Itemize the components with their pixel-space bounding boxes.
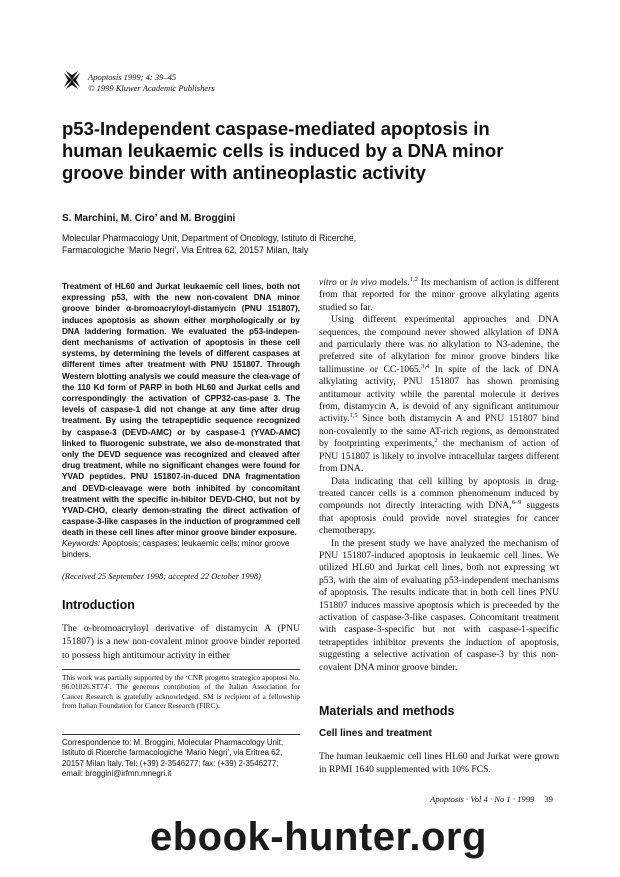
funding-footnote: This work was partially supported by the ‘CNR progetto strategico apoptosi No. 96.01026.ST74’. The generous contribution of the Italian Association for Cancer Research is gratefully acknowledged. SM is recipient of a fellowship from Italian Foundation for Cancer Research (FIRC).: [62, 673, 300, 711]
citation-ref: 3,4: [421, 362, 430, 370]
keywords-list: Apoptosis; caspases; leukaemic cells; minor groove binders.: [62, 539, 290, 560]
body-text: suggests that apoptosis could provide novel strategies for cancer chemotherapy.: [319, 500, 559, 537]
body-text: Since both distamycin A and PNU 151807 bind non-covalently to the same AT-rich regions, as demonstrated by footprinting experiments,: [319, 413, 559, 450]
subsection-heading-cell-lines: Cell lines and treatment: [319, 728, 432, 739]
affiliation-line: Farmacologiche ‘Mario Negri’, Via Eritrea 62, 20157 Milan, Italy: [62, 245, 309, 255]
body-paragraph: [319, 277, 559, 314]
body-text: In spite of the lack of DNA alkylating activity, PNU 151807 has shown promising antitumour activity while the parental molecule it derives from, distamycin A, is devoid of any significant antitumour activity.: [319, 363, 559, 425]
citation-ref: 2: [434, 437, 438, 445]
body-paragraph: [319, 476, 559, 538]
section-heading-introduction: Introduction: [62, 598, 135, 612]
journal-citation: Apoptosis 1999; 4: 39–45: [88, 72, 177, 82]
body-text: Its mechanism of action is different from that reported for the minor groove alkylating agents studied so far.: [319, 277, 559, 313]
publisher-logo-icon: [62, 70, 82, 90]
italic-text: in vivo: [350, 277, 377, 288]
keywords: [62, 538, 300, 560]
section-heading-methods: Materials and methods: [319, 704, 455, 718]
citation-ref: 1,5: [349, 412, 358, 420]
footnote-divider: [62, 669, 300, 670]
citation-ref: 1,2: [409, 275, 418, 283]
body-text: Data indicating that cell killing by apoptosis in drug-treated cancer cells is a common phenomenum induced by compounds not directly interacting with DNA,: [319, 475, 559, 512]
italic-text: vitro: [319, 277, 337, 288]
introduction-text: The α-bromoacryloyl derivative of distamycin A (PNU 151807) is a new non-covalent minor groove binder reported to possess high antitumour activity in either: [62, 623, 300, 661]
article-title: p53-Independent caspase-mediated apoptosis in human leukaemic cells is induced by a DNA minor groove binder with antineoplastic activity: [62, 118, 504, 183]
citation-ref: 6–9: [511, 499, 522, 507]
keywords-label: Keywords:: [62, 539, 101, 548]
body-text: the mechanism of action of PNU 151807 is likely to involve intracellular targets different from DNA.: [319, 438, 559, 475]
page-number: 39: [544, 794, 553, 804]
body-paragraph: [319, 314, 559, 475]
correspondence-footnote: Correspondence to: M. Broggini, Molecular Pharmacology Unit, Istituto di Ricerche farmacologiche ‘Mario Negri’, via Eritrea 62, 20157 Milan Italy. Tel: (+39) 2-3546277; fax: (+39) 2-3546277; email: broggini@irfmn.mnegri.it: [62, 738, 284, 779]
right-column-body: [319, 277, 559, 674]
page-footer: [430, 794, 553, 804]
introduction-paragraph: [62, 622, 300, 662]
abstract: Treatment of HL60 and Jurkat leukaemic cell lines, both not expressing p53, with the new non-covalent DNA minor groove binder α-bromoacryloyl-distamycin (PNU 151807), induces apoptosis as shown either morphologically or by DNA laddering formation. We evaluated the p53-indepen-dent mechanisms of activation of apoptosis in these cell systems, by determining the levels of different caspases at different times after treatment with PNU 151807. Through Western blotting analysis we could measure the clea-vage of the 110 Kd form of PARP in both HL60 and Jurkat cells and correspondingly the activation of CPP32-cas-pase 3. The levels of caspase-1 did not change at any time after drug treatment. By using the tetrapeptidic sequence recognized by caspase-3 (DEVD-AMC) or by caspase-1 (YVAD-AMC) linked to fluorogenic substrate, we also de-monstrated that only the DEVD sequence was recognized and cleaved after drug treatment, while no significant changes were found for YVAD peptides. PNU 151807-in-duced DNA fragmentation and DEVD-cleavage were both inhibited by concomitant treatment with the specific in-hibitor DEVD-CHO, but not by YVAD-CHO, clearly demon-strating the direct activation of caspase-3-like caspases in the induction of programmed cell death in these cell lines after minor groove binder exposure.: [62, 282, 300, 538]
body-text: models.: [376, 277, 410, 288]
correspondence-divider: [62, 734, 300, 735]
copyright-line: © 1999 Kluwer Academic Publishers: [88, 83, 215, 93]
body-text: or: [336, 277, 351, 288]
methods-paragraph: The human leukaemic cell lines HL60 and Jurkat were grown in RPMI 1640 supplemented with 10% FCS.: [319, 751, 559, 775]
affiliation: [62, 232, 362, 256]
received-dates: (Received 25 September 1998; accepted 22 October 1998): [62, 571, 261, 581]
body-paragraph: In the present study we have analyzed the mechanism of PNU 151807-induced apoptosis in leukaemic cell lines. We utilized HL60 and Jurkat cell lines, both not expressing wt p53, with the aim of evaluating p53-independent mechanisms of apoptosis. The results indicate that in both cell lines PNU 151807 induces massive apoptosis which is preceeded by the activation of caspase-3-like caspases. Concomitant treatment with caspase-3-specific but not with caspase-1-specific tetrapeptides inhibitor prevents the induction of apoptosis, suggesting a selective activation of caspase-3 by this non-covalent DNA minor groove binder.: [319, 537, 559, 673]
footer-journal: Apoptosis · Vol 4 · No 1 · 1999: [430, 794, 535, 804]
affiliation-line: Molecular Pharmacology Unit, Department of Oncology, Istituto di Ricerche,: [62, 233, 357, 243]
body-text: Using different experimental approaches and DNA sequences, the compound never showed alkylation of DNA and particularly there was no alkylation to N3-adenine, the preferred site of alkylation for minor groove binders like tallimustine or CC-1065.: [319, 314, 559, 375]
journal-header: [88, 72, 215, 94]
author-list: S. Marchini, M. Ciro’ and M. Broggini: [62, 213, 236, 224]
watermark: ebook-hunter.org: [150, 815, 487, 859]
